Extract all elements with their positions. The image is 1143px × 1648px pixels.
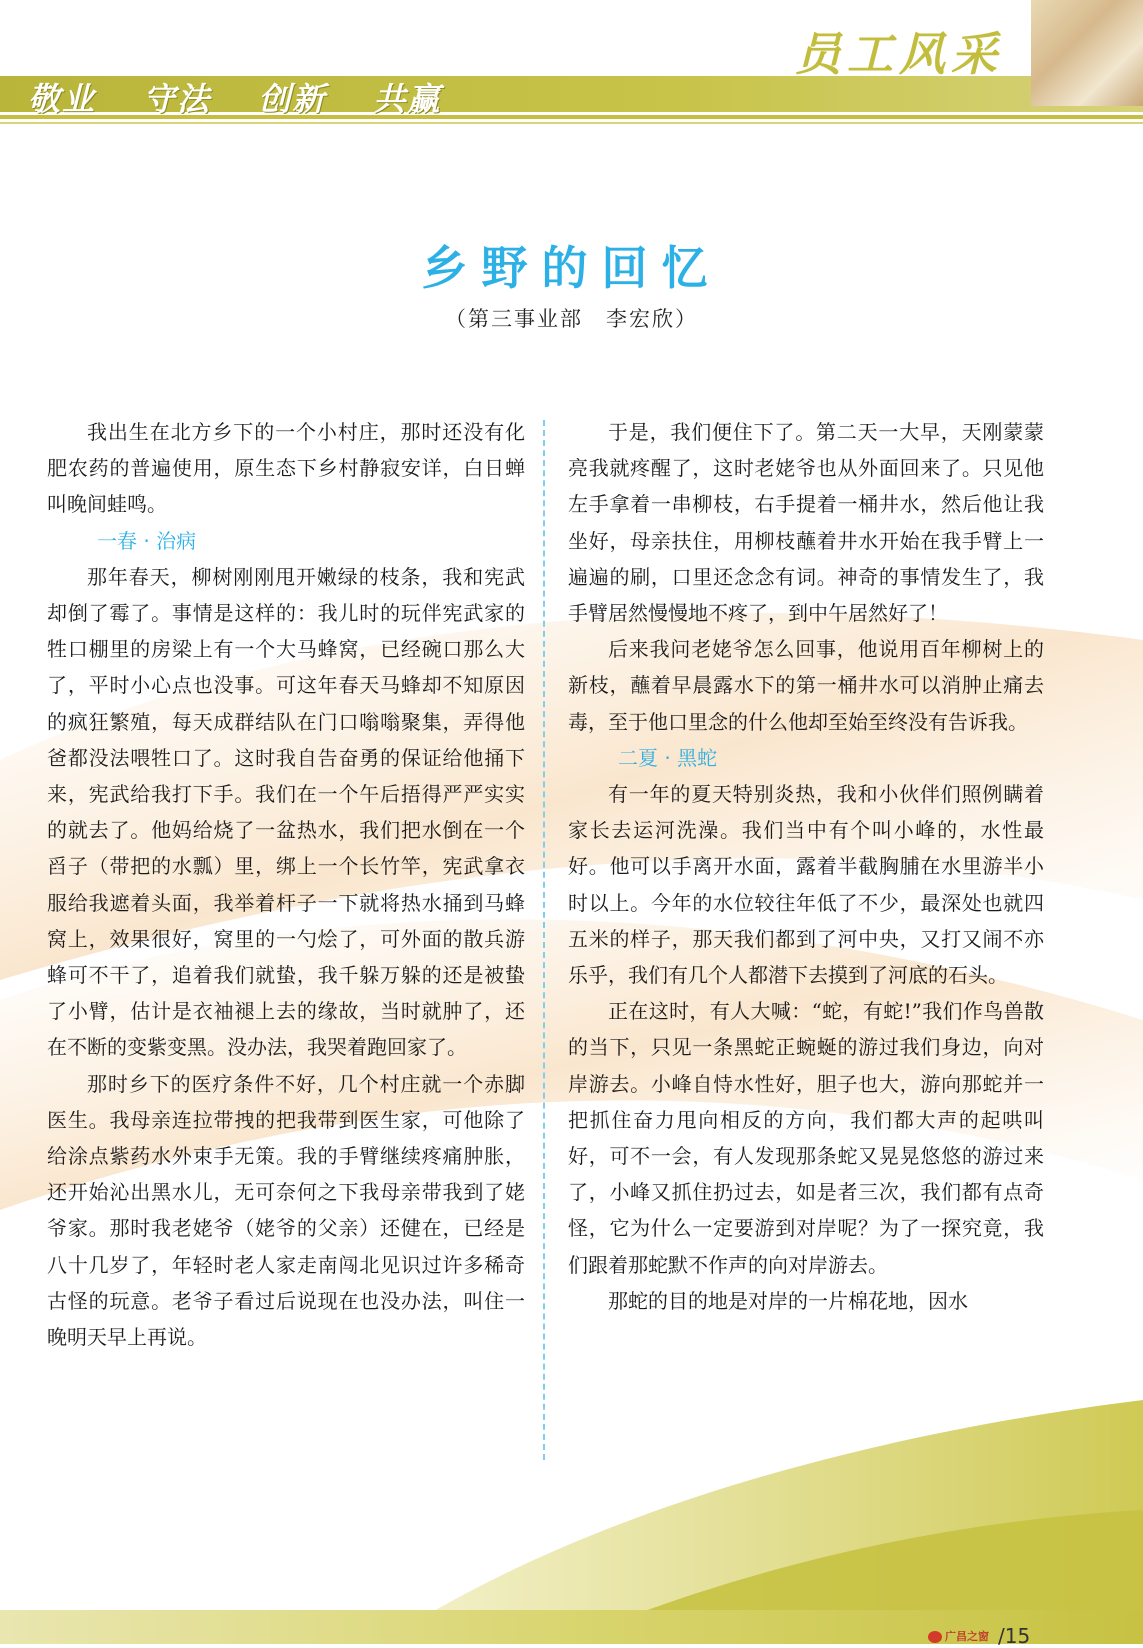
header-motto [28, 74, 475, 120]
subsection-heading: 一春 · 治病 [97, 528, 197, 553]
paragraph: 那年春天，柳树刚刚甩开嫩绿的枝条，我和宪武却倒了霉了。事情是这样的：我儿时的玩伴宪武家的牲口棚里的房梁上有一个大马蜂窝，已经碗口那么大了，平时小心点也没事。可这年春天马蜂却不知原因的疯狂繁殖，每天成群结队在门口嗡嗡聚集，弄得他爸都没法喂牲口了。这时我自告奋勇的保证给他捅下来，宪武给我打下手。我们在一个午后捂得严严实实的就去了。他妈给烧了一盆热水，我们把水倒在一个舀子（带把的水瓢）里，绑上一个长竹竿，宪武拿衣服给我遮着头面，我举着杆子一下就将热水捅到马蜂窝上，效果很好，窝里的一勺烩了，可外面的散兵游蜂可不干了，追着我们就蛰，我千躲万躲的还是被蛰了小臂，估计是衣袖褪上去的缘故，当时就肿了，还在不断的变紫变黑。没办法，我哭着跑回家了。 [47, 564, 525, 1060]
paragraph: 后来我问老姥爷怎么回事，他说用百年柳树上的新枝，蘸着早晨露水下的第一桶井水可以消肿止痛去毒，至于他口里念的什么他却至始至终没有告诉我。 [568, 637, 1044, 734]
logo-mark-icon [928, 1631, 942, 1643]
column-divider [543, 420, 545, 1460]
article-title: 乡野的回忆 [421, 241, 722, 295]
motto-word: 共赢 [373, 80, 442, 118]
paragraph: 我出生在北方乡下的一个小村庄，那时还没有化肥农药的普遍使用，原生态下乡村静寂安详，白日蝉叫晚间蛙鸣。 [47, 420, 525, 517]
page-number: /15 [998, 1624, 1031, 1648]
paragraph: 于是，我们便住下了。第二天一大早，天刚蒙蒙亮我就疼醒了，这时老姥爷也从外面回来了。只见他左手拿着一串柳枝，右手提着一桶井水，然后他让我坐好，母亲扶住，用柳枝蘸着井水开始在我手臂上一遍遍的刷，口里还念念有词。神奇的事情发生了，我手臂居然慢慢地不疼了，到中午居然好了！ [568, 420, 1044, 626]
article-column-left [47, 414, 525, 1355]
paragraph: 有一年的夏天特别炎热，我和小伙伴们照例瞒着家长去运河洗澡。我们当中有个叫小峰的，水性最好。他可以手离开水面，露着半截胸脯在水里游半小时以上。今年的水位较往年低了不少，最深处也就四五米的样子，那天我们都到了河中央，又打又闹不亦乐乎，我们有几个人都潜下去摸到了河底的石头。 [568, 782, 1044, 988]
paragraph: 那蛇的目的地是对岸的一片棉花地，因水 [608, 1288, 968, 1313]
section-title: 员工风采 [795, 27, 1003, 81]
footer-logo [928, 1630, 994, 1644]
subsection-heading: 二夏 · 黑蛇 [618, 745, 718, 770]
header-rule-thin [0, 122, 1143, 124]
paragraph: 正在这时，有人大喊：“蛇，有蛇!”我们作鸟兽散的当下，只见一条黑蛇正蜿蜒的游过我们身边，向对岸游去。小峰自恃水性好，胆子也大，游向那蛇并一把抓住奋力甩向相反的方向，我们都大声的起哄叫好，可不一会，有人发现那条蛇又晃晃悠悠的游过来了，小峰又抓住扔过去，如是者三次，我们都有点奇怪，它为什么一定要游到对岸呢？为了一探究竟，我们跟着那蛇默不作声的向对岸游去。 [568, 999, 1044, 1277]
header-corner-photo [1031, 0, 1143, 106]
motto-word: 敬业 [28, 80, 97, 118]
motto-word: 创新 [258, 80, 327, 118]
motto-word: 守法 [143, 80, 212, 118]
paragraph: 那时乡下的医疗条件不好，几个村庄就一个赤脚医生。我母亲连拉带拽的把我带到医生家，可他除了给涂点紫药水外束手无策。我的手臂继续疼痛肿胀，还开始沁出黑水儿，无可奈何之下我母亲带我到了姥爷家。那时我老姥爷（姥爷的父亲）还健在，已经是八十几岁了，年轻时老人家走南闯北见识过许多稀奇古怪的玩意。老爷子看过后说现在也没办法，叫住一晚明天早上再说。 [47, 1071, 525, 1350]
footer-logo-text: 广昌之窗 [945, 1630, 989, 1643]
article-byline: （第三事业部 李宏欣） [445, 307, 698, 331]
article-column-right [568, 414, 1044, 1319]
